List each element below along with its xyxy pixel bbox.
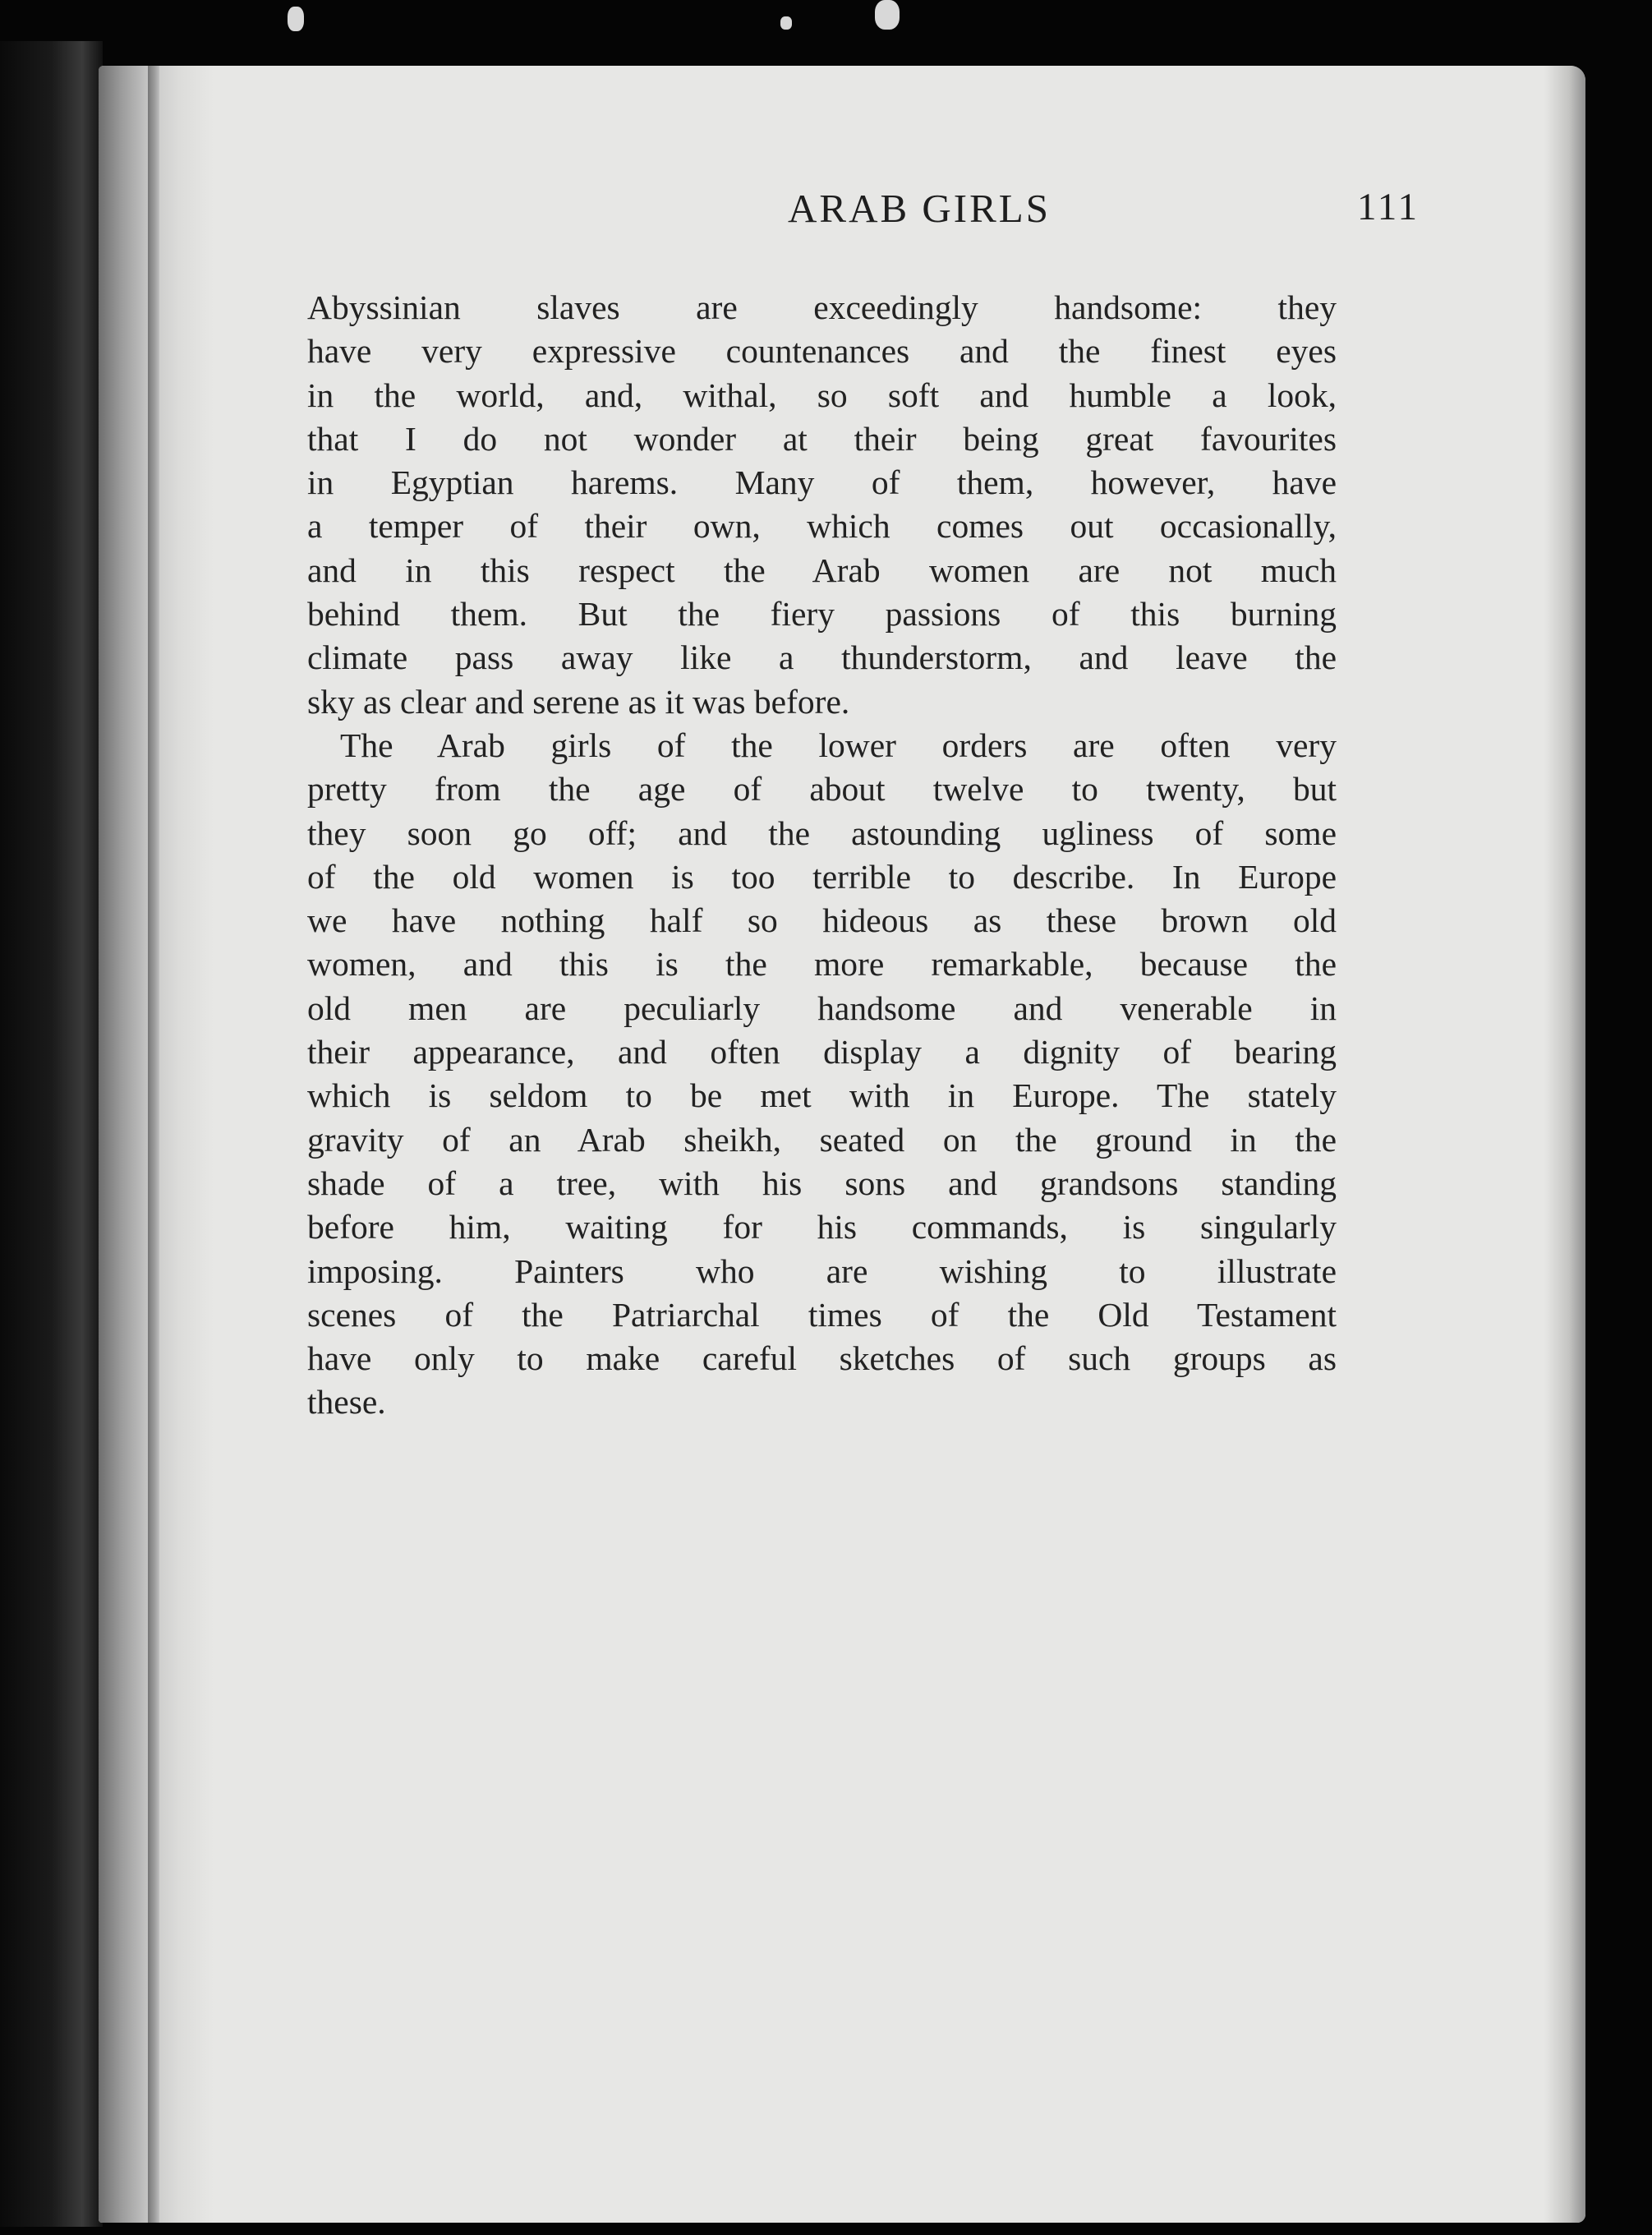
page-number: 111 <box>1356 186 1420 228</box>
text-line: have only to make careful sketches of such groups as <box>307 1339 1337 1378</box>
book-page <box>99 66 1585 2223</box>
paragraph <box>307 286 1337 724</box>
text-line: their appearance, and often display a dignity of bearing <box>307 1033 1337 1071</box>
text-line: scenes of the Patriarchal times of the Old Testament <box>307 1295 1337 1334</box>
body-text <box>307 286 1337 1425</box>
scan-artifact <box>875 0 900 30</box>
text-line: we have nothing half so hideous as these brown old <box>307 901 1337 940</box>
text-line: old men are peculiarly handsome and venerable in <box>307 988 1337 1027</box>
text-line: before him, waiting for his commands, is singularly <box>307 1208 1337 1247</box>
text-line: pretty from the age of about twelve to twenty, but <box>307 770 1337 809</box>
text-line: imposing. Painters who are wishing to illustrate <box>307 1251 1337 1290</box>
text-line: shade of a tree, with his sons and grandsons standing <box>307 1164 1337 1202</box>
text-line: these. <box>307 1383 386 1422</box>
running-head: ARAB GIRLS <box>788 186 1051 231</box>
text-line: that I do not wonder at their being great favourites <box>307 419 1337 458</box>
page-header <box>406 67 1433 231</box>
paragraph <box>307 724 1337 1425</box>
page-edge-shadow <box>1544 66 1585 2223</box>
text-line: gravity of an Arab sheikh, seated on the ground in the <box>307 1120 1337 1159</box>
text-line: in the world, and, withal, so soft and humble a look, <box>307 376 1337 414</box>
binding-shadow <box>148 66 159 2223</box>
text-line: climate pass away like a thunderstorm, and leave the <box>307 638 1337 677</box>
scan-artifact <box>780 16 792 30</box>
text-line: of the old women is too terrible to describe. In Europe <box>307 857 1337 896</box>
text-line: they soon go off; and the astounding ugliness of some <box>307 813 1337 852</box>
text-line: behind them. But the fiery passions of this burning <box>307 595 1337 634</box>
left-page-edges <box>0 41 103 2227</box>
text-line: a temper of their own, which comes out occasionally, <box>307 507 1337 546</box>
text-line: in Egyptian harems. Many of them, however, have <box>307 463 1337 502</box>
text-line: and in this respect the Arab women are not much <box>307 551 1337 589</box>
scan-artifact <box>288 7 304 31</box>
text-line: The Arab girls of the lower orders are often very <box>340 726 1337 764</box>
text-line: which is seldom to be met with in Europe. The stately <box>307 1076 1337 1115</box>
text-line: women, and this is the more remarkable, because the <box>307 945 1337 984</box>
text-line: have very expressive countenances and the finest eyes <box>307 332 1337 371</box>
text-line: sky as clear and serene as it was before. <box>307 682 850 721</box>
text-line: Abyssinian slaves are exceedingly handsome: they <box>307 288 1337 326</box>
